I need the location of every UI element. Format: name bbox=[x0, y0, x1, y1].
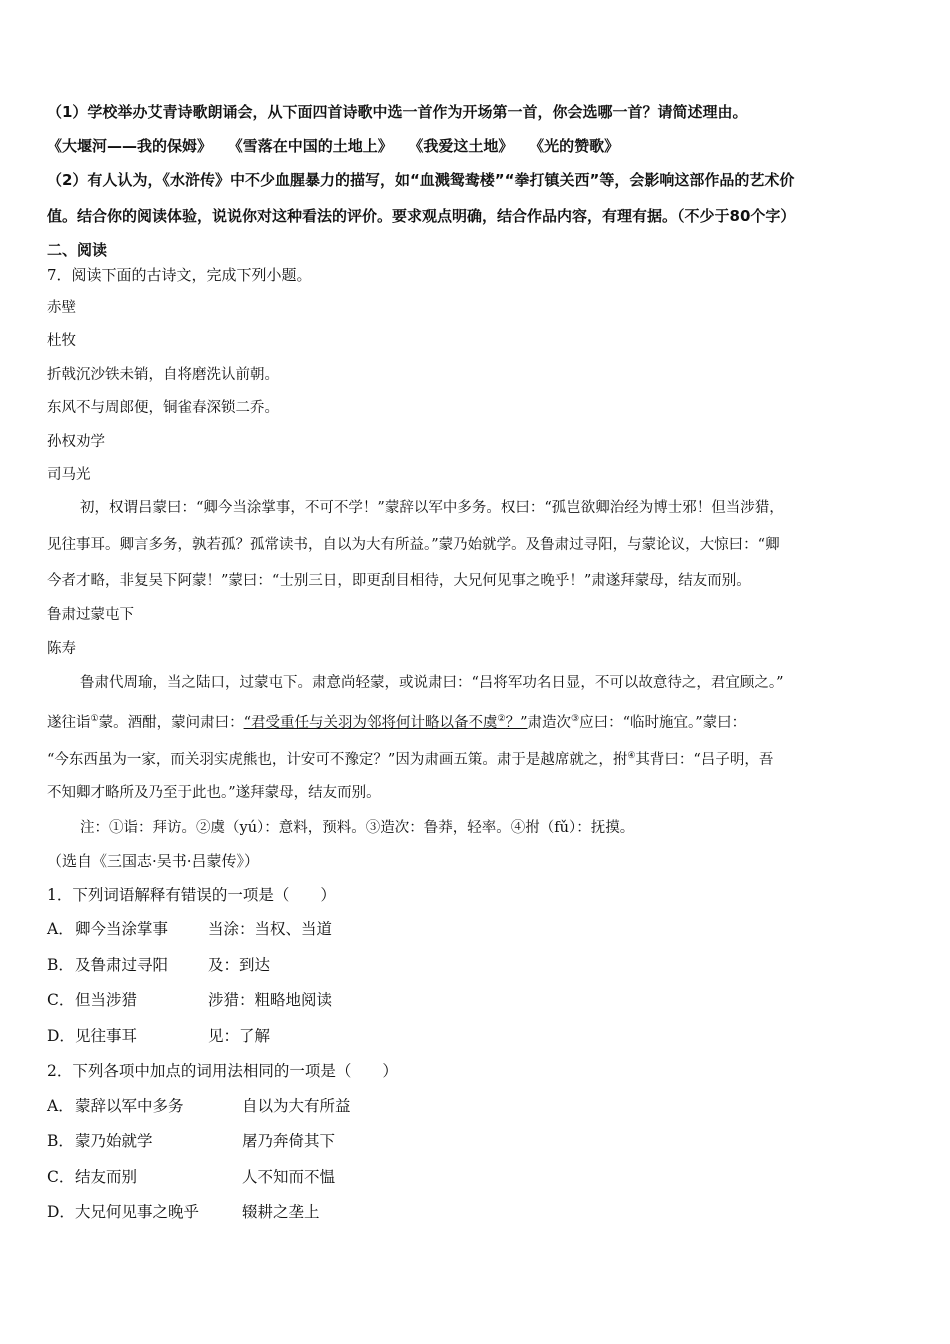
question-1-stem: 1．下列词语解释有错误的一项是（ ） bbox=[47, 886, 336, 904]
text1-line-2: 见往事耳。卿言多务，孰若孤？孤常读书，自以为大有所益。”蒙乃始就学。及鲁肃过寻阳，与蒙论议，大惊曰：“卿 bbox=[47, 537, 780, 553]
text2-line-4: 不知卿才略所及乃至于此也。”遂拜蒙母，结友而别。 bbox=[47, 785, 381, 801]
q1-option-d-gloss: 见：了解 bbox=[208, 1027, 271, 1045]
text2-line-2-a: 遂往诣 bbox=[47, 714, 91, 731]
q2-option-c-phrase: 结友而别 bbox=[75, 1168, 138, 1186]
footnotes: 注：①诣：拜访。②虞（yú）：意料，预料。③造次：鲁莽，轻率。④拊（fǔ）：抚摸。 bbox=[80, 820, 635, 836]
footnote-mark-3: ③ bbox=[571, 714, 580, 724]
footnote-mark-2: ② bbox=[497, 714, 506, 724]
poem-title-4: 《光的赞歌》 bbox=[529, 137, 620, 155]
question-1-prompt: （1）学校举办艾青诗歌朗诵会，从下面四首诗歌中选一首作为开场第一首，你会选哪一首？请简述理由。 bbox=[47, 103, 748, 121]
poem-author: 杜牧 bbox=[47, 333, 76, 349]
q2-option-a-gloss: 自以为大有所益 bbox=[242, 1097, 351, 1115]
text2-line-3: “今东西虽为一家，而关羽实虎熊也，计安可不豫定？”因为肃画五策。肃于是越席就之，拊④其背曰：“吕子明，吾 bbox=[47, 751, 774, 768]
q1-option-d-phrase: 见往事耳 bbox=[75, 1027, 138, 1045]
question-2-prompt-line1: （2）有人认为，《水浒传》中不少血腥暴力的描写，如“血溅鸳鸯楼”“拳打镇关西”等，会影响这部作品的艺术价 bbox=[47, 171, 795, 189]
q1-option-b-phrase: 及鲁肃过寻阳 bbox=[75, 956, 169, 974]
poem-line-1: 折戟沉沙铁未销，自将磨洗认前朝。 bbox=[47, 367, 279, 383]
text1-title: 孙权劝学 bbox=[47, 434, 105, 450]
text2-author: 陈寿 bbox=[47, 641, 76, 657]
question-2-stem: 2．下列各项中加点的词用法相同的一项是（ ） bbox=[47, 1062, 398, 1080]
source-note: （选自《三国志·吴书·吕蒙传》） bbox=[47, 852, 260, 870]
q1-option-c-letter: C． bbox=[47, 991, 75, 1009]
underlined-sentence: “君受重任与关羽为邻将何计略以备不虞②？” bbox=[243, 714, 528, 731]
q2-option-a-letter: A． bbox=[47, 1097, 74, 1115]
q1-option-c-gloss: 涉猎：粗略地阅读 bbox=[208, 991, 333, 1009]
q7-intro: 7．阅读下面的古诗文，完成下列小题。 bbox=[47, 266, 312, 284]
footnote-mark-4: ④ bbox=[627, 751, 636, 761]
poem-title-1: 《大堰河——我的保姆》 bbox=[47, 137, 213, 155]
q1-option-a-gloss: 当涂：当权、当道 bbox=[208, 920, 333, 938]
poem-title: 赤壁 bbox=[47, 300, 76, 316]
footnote-mark-1: ① bbox=[90, 714, 99, 724]
poem-title-2: 《雪落在中国的土地上》 bbox=[227, 137, 393, 155]
q2-option-b-gloss: 屠乃奔倚其下 bbox=[242, 1132, 336, 1150]
text1-author: 司马光 bbox=[47, 467, 91, 483]
q1-option-a-phrase: 卿今当涂掌事 bbox=[75, 920, 169, 938]
q2-option-c-letter: C． bbox=[47, 1168, 75, 1186]
question-2-prompt-line2: 值。结合你的阅读体验，说说你对这种看法的评价。要求观点明确，结合作品内容，有理有据。（不少于80个字） bbox=[47, 207, 796, 225]
q1-option-b-letter: B． bbox=[47, 956, 74, 974]
q2-option-b-letter: B． bbox=[47, 1132, 74, 1150]
q1-option-b-gloss: 及：到达 bbox=[208, 956, 271, 974]
text2-line-2 bbox=[47, 709, 746, 733]
poem-list bbox=[47, 136, 619, 156]
text2-line-2-d: 应曰：“临时施宜。”蒙曰： bbox=[579, 714, 747, 731]
q2-option-c-gloss: 人不知而不愠 bbox=[242, 1168, 336, 1186]
text2-line-2-c: 肃造次 bbox=[527, 714, 571, 731]
q1-option-d-letter: D． bbox=[47, 1027, 75, 1045]
q2-option-b-phrase: 蒙乃始就学 bbox=[75, 1132, 153, 1150]
q2-option-d-phrase: 大兄何见事之晚乎 bbox=[75, 1203, 200, 1221]
section-title: 二、阅读 bbox=[47, 241, 108, 259]
q1-option-a-letter: A． bbox=[47, 920, 74, 938]
q1-option-c-phrase: 但当涉猎 bbox=[75, 991, 138, 1009]
text2-title: 鲁肃过蒙屯下 bbox=[47, 607, 134, 623]
poem-title-3: 《我爱这土地》 bbox=[408, 137, 514, 155]
text1-line-3: 今者才略，非复吴下阿蒙！”蒙曰：“士别三日，即更刮目相待，大兄何见事之晚乎！”肃遂拜蒙母，结友而别。 bbox=[47, 573, 751, 589]
text2-line-1: 鲁肃代周瑜，当之陆口，过蒙屯下。肃意尚轻蒙，或说肃曰：“吕将军功名日显，不可以故意待之，君宜顾之。” bbox=[80, 675, 784, 691]
q2-option-d-gloss: 辍耕之垄上 bbox=[242, 1203, 320, 1221]
q2-option-a-phrase: 蒙辞以军中多务 bbox=[75, 1097, 184, 1115]
text1-line-1: 初，权谓吕蒙曰：“卿今当涂掌事，不可不学！”蒙辞以军中多务。权曰：“孤岂欲卿治经为博士邪！但当涉猎， bbox=[80, 500, 784, 516]
poem-line-2: 东风不与周郎便，铜雀春深锁二乔。 bbox=[47, 400, 279, 416]
q2-option-d-letter: D． bbox=[47, 1203, 75, 1221]
text2-line-2-b: 蒙。酒酣，蒙问肃曰： bbox=[98, 714, 244, 731]
